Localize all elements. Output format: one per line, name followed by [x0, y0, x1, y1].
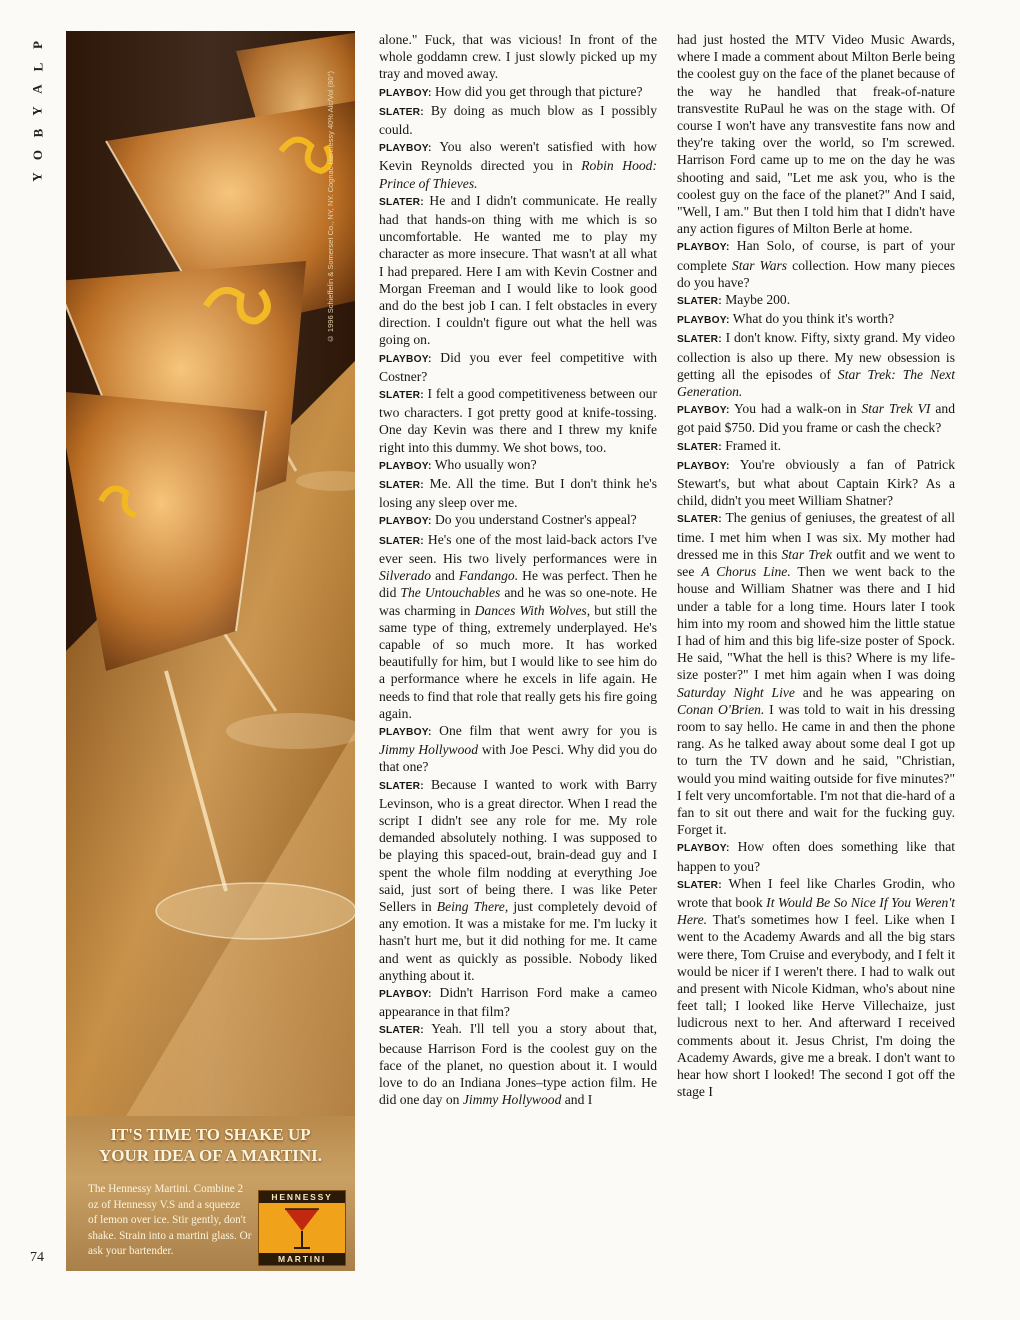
text-run: When I feel like Charles Grodin, who wrote that book — [677, 875, 955, 910]
text-run: Then we went back to the house and William Shatner was there and I hid under a table for a long time. Hours later I took him into my room and showed him the little statue I had of him and this big life-size poster of Spock. He said, "What the hell is this? Where is my life-size poster?" I met him again when I was doing — [677, 564, 955, 683]
interview-paragraph — [379, 456, 657, 475]
ad-copy-panel — [66, 1116, 355, 1271]
interview-paragraph — [379, 511, 657, 530]
text-run: and — [431, 568, 459, 584]
running-title-letter: Y — [29, 172, 45, 182]
interview-paragraph — [379, 349, 657, 385]
speaker-label: PLAYBOY: — [379, 460, 432, 472]
speaker-label: SLATER: — [677, 334, 722, 346]
text-run: Because I wanted to work with Barry Levinson, who is a great director. When I read the script I didn't see any role for me. My role demanded absolutely nothing. I was supposed to be playing this spaced-out, brain-dead guy and I spent the whole film nodding at everything Joe said, just sort of being there. I was like Peter Sellers in — [379, 776, 657, 914]
speaker-label: PLAYBOY: — [677, 405, 730, 417]
logo-brand-top: HENNESSY — [259, 1191, 345, 1203]
text-run: You're obviously a fan of Patrick Stewart's, but what about Captain Kirk? As a child, didn't you meet William Shatner? — [677, 456, 955, 509]
interview-paragraph — [379, 984, 657, 1020]
text-run: and he was appearing on — [794, 684, 955, 700]
text-run: and got paid $750. Did you frame or cash the check? — [677, 401, 956, 436]
text-run: He and I didn't communicate. He really had that hands-on thing with me which is so uncomfortable. He wanted me to play my character as more insecure. That wasn't at all what I had prepared. Here I am with Kevin Costner and Morgan Freeman and I would like to look good and do the best job I can. I felt obstacles in every direction. I couldn't figure out what the hell was going on. — [379, 192, 657, 348]
interview-paragraph — [677, 291, 955, 310]
speaker-label: SLATER: — [379, 106, 424, 118]
title-italic: Silverado — [379, 568, 432, 584]
interview-paragraph — [379, 475, 657, 511]
text-run: How often does something like that happen to you? — [677, 839, 955, 874]
interview-paragraph — [677, 437, 955, 456]
speaker-label: PLAYBOY: — [677, 315, 730, 327]
interview-paragraph — [379, 776, 657, 984]
interview-paragraph — [379, 722, 657, 776]
text-run: How did you get through that picture? — [431, 83, 643, 99]
interview-paragraph — [379, 31, 657, 83]
ad-headline-line-1: IT'S TIME TO SHAKE UP — [110, 1125, 311, 1144]
speaker-label: SLATER: — [379, 1025, 424, 1037]
running-title — [26, 34, 50, 188]
speaker-label: PLAYBOY: — [379, 353, 432, 365]
speaker-label: PLAYBOY: — [677, 242, 730, 254]
hennessy-martini-logo — [258, 1190, 346, 1266]
text-run: Framed it. — [721, 437, 782, 453]
speaker-label: PLAYBOY: — [379, 87, 432, 99]
running-title-letter: A — [29, 84, 45, 94]
text-run: and he was so one-note. He was charming in — [379, 585, 657, 618]
interview-paragraph — [379, 385, 657, 456]
speaker-label: SLATER: — [677, 879, 722, 891]
text-run: Me. All the time. But I don't think he's losing any sleep over me. — [379, 476, 657, 511]
text-run: I don't know. Fifty, sixty grand. My video collection is also up there. My new obsession is getting all the episodes of — [677, 330, 955, 382]
ad-recipe-text: The Hennessy Martini. Combine 2 oz of Hennessy V.S and a squeeze of lemon over ice. Stir gently, don't shake. Strain into a martini glass. Or ask your bartender. — [88, 1183, 252, 1257]
interview-paragraph — [379, 83, 657, 102]
speaker-label: SLATER: — [677, 514, 722, 526]
text-run: Do you understand Costner's appeal? — [431, 512, 637, 528]
text-run: By doing as much blow as I possibly could. — [379, 102, 657, 138]
interview-paragraph — [677, 400, 955, 436]
interview-column-2 — [677, 31, 955, 1100]
text-run: had just hosted the MTV Video Music Awards, where I made a comment about Milton Berle being the coolest guy on the face of the planet because of the way he handled that freak-of-nature transvestite RuPaul he was on the stage with. Of course I won't have any transvestite fans now and they're taking over the world, so I'm screwed. Harrison Ford came up to me on the day he was shooting and said, "Let me ask you, who is the coolest guy on the face of the planet?" And I said, "Well, I am." But then I told him that I didn't have any action figures of Milton Berle at home. — [677, 32, 955, 237]
text-run: Who usually won? — [431, 456, 537, 472]
interview-paragraph — [379, 1020, 657, 1108]
speaker-label: SLATER: — [677, 441, 722, 453]
text-run: You had a walk-on in — [729, 401, 862, 417]
text-run: Maybe 200. — [721, 292, 791, 308]
page-number: 74 — [30, 1250, 44, 1265]
running-title-letter: P — [29, 41, 45, 49]
text-run: alone." Fuck, that was vicious! In front of the whole goddamn crew. I just slowly picked up my tray and moved away. — [379, 32, 657, 82]
text-run: He's one of the most laid-back actors I've ever seen. His two lively performances were in — [379, 531, 657, 566]
text-run: collection. How many pieces do you have? — [677, 257, 956, 290]
title-italic: A Chorus Line. — [701, 564, 791, 580]
interview-paragraph — [677, 310, 955, 329]
text-run: Han Solo, of course, is part of your complete — [677, 238, 955, 273]
interview-paragraph — [677, 509, 955, 838]
speaker-label: SLATER: — [379, 390, 424, 402]
speaker-label: SLATER: — [379, 480, 424, 492]
speaker-label: PLAYBOY: — [379, 143, 432, 155]
text-run: What do you think it's worth? — [729, 311, 895, 327]
interview-paragraph — [677, 875, 955, 1101]
interview-paragraph — [379, 102, 657, 138]
title-italic: Saturday Night Live — [677, 684, 795, 700]
interview-column-1 — [379, 31, 657, 1108]
title-italic: The Untouchables — [400, 585, 501, 601]
text-run: He was perfect. Then he did — [379, 568, 657, 601]
martini-glass-icon — [259, 1203, 345, 1253]
text-run: You also weren't satisfied with how Kevin Reynolds directed you in — [379, 139, 657, 174]
text-run: Didn't Harrison Ford make a cameo appearance in that film? — [379, 984, 657, 1020]
text-run: and I — [561, 1092, 593, 1108]
text-run: with Joe Pesci. Why did you do that one? — [379, 742, 657, 775]
text-run: Yeah. I'll tell you a story about that, because Harrison Ford is the coolest guy on the face of the planet, no question about it. I would love to do an Indiana Jones–type action film. He did one day on — [379, 1021, 657, 1108]
text-run: , but still the same type of thing, extremely underplayed. He's capable of so much more. It has worked beautifully for him, but I would like to see him do a performance where he excels in life again. He needs to find that role that really gets his fire going again. — [379, 602, 658, 721]
interview-paragraph — [379, 138, 657, 192]
running-title-letter: B — [29, 128, 45, 138]
ad-headline-line-2: YOUR IDEA OF A MARTINI. — [98, 1146, 323, 1165]
title-italic: It Would Be So Nice If You Weren't Here. — [677, 894, 956, 928]
speaker-label: SLATER: — [379, 196, 424, 208]
title-italic: Jimmy Hollywood — [462, 1092, 562, 1108]
running-title-letter: L — [29, 62, 45, 72]
interview-paragraph — [677, 838, 955, 874]
text-run: The genius of geniuses, the greatest of all time. I met him when I was six. My mother had dressed me in this — [677, 510, 955, 562]
running-title-letter: Y — [29, 106, 45, 116]
interview-paragraph — [677, 31, 955, 237]
title-italic: Star Wars — [731, 257, 788, 273]
speaker-label: SLATER: — [379, 535, 424, 547]
ad-headline — [66, 1124, 355, 1166]
text-run: I was told to wait in his dressing room to say hello. He came in and then the phone rang. As he talked away about some deal I got up to turn the TV down and he said, "Christian, would you mind waiting outside for five minutes?" I felt very uncomfortable. I'm not that die-hard of a fan to sit out there and wait for the fucking guy. Forget it. — [677, 701, 955, 838]
hennessy-martini-ad — [66, 31, 355, 1271]
interview-paragraph — [379, 192, 657, 349]
text-run: Did you ever feel competitive with Costner? — [379, 349, 657, 384]
logo-brand-bottom: MARTINI — [259, 1253, 345, 1265]
speaker-label: SLATER: — [677, 296, 722, 308]
title-italic: Conan O'Brien. — [677, 701, 765, 717]
martini-glasses-photo — [66, 31, 355, 1116]
title-italic: Being There — [436, 898, 505, 914]
speaker-label: PLAYBOY: — [677, 460, 730, 472]
text-run: , just completely devoid of any emotion. It was a mistake for me. I'm lucky it hasn't hurt me, but it did nothing for me. It came and went as quickly as possible. Nobody liked anything about it. — [379, 898, 657, 983]
interview-paragraph — [677, 329, 955, 400]
ad-legal-line: © 1996 Schieffelin & Somerset Co., NY, NY. Cognac Hennessy 40% Alc/Vol (80°) — [326, 71, 335, 344]
title-italic: Star Trek: The Next Generation. — [677, 366, 955, 400]
title-italic: Robin Hood: Prince of Thieves. — [379, 158, 658, 191]
speaker-label: PLAYBOY: — [379, 988, 432, 1000]
title-italic: Jimmy Hollywood — [379, 742, 479, 758]
speaker-label: PLAYBOY: — [677, 843, 730, 855]
text-run: That's sometimes how I feel. Like when I went to the Academy Awards and all the big stars were there, Tom Cruise and everybody, and I felt it would be nicer if I weren't there. I had to walk out and present with Nicole Kidman, who's about nine feet tall; I looked like Herve Villechaize, just ludicrous next to her. And afterward I received comments about it. Jesus Christ, I'm doing the Academy Awards, give me a break. I don't want to hear how short I looked! The second I got off the stage I — [677, 912, 955, 1100]
interview-paragraph — [379, 531, 657, 722]
text-run: One film that went awry for you is — [431, 722, 657, 738]
title-italic: Star Trek — [781, 546, 832, 562]
speaker-label: PLAYBOY: — [379, 726, 432, 738]
title-italic: Dances With Wolves — [474, 602, 587, 618]
speaker-label: SLATER: — [379, 780, 424, 792]
text-run: outfit and we went to see — [677, 546, 955, 580]
title-italic: Star Trek VI — [861, 401, 931, 417]
title-italic: Fandango. — [458, 568, 519, 584]
interview-paragraph — [677, 237, 955, 291]
text-run: I felt a good competitiveness between our two characters. I got pretty good at knife-tossing. One day Kevin was there and I threw my knife right into this dummy. We shot bows, too. — [379, 386, 657, 455]
running-title-letter: O — [30, 149, 45, 161]
speaker-label: PLAYBOY: — [379, 516, 432, 528]
interview-paragraph — [677, 456, 955, 510]
